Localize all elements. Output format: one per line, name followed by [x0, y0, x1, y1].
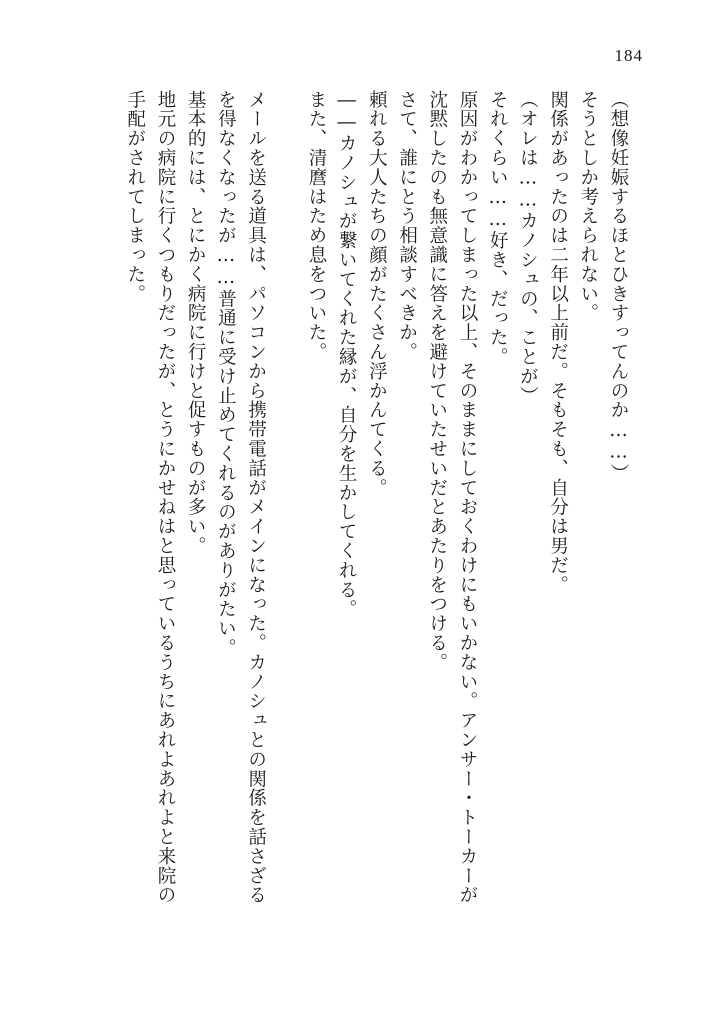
text-line: さて、誰にとう相談すべきか。: [396, 90, 418, 362]
text-line: 基本的には、とにかく病院に行けと促すものが多い。: [185, 90, 207, 556]
text-line: 原因がわかってしまった以上、そのままにしておくわけにもいかない。アンサー・トーカーが: [456, 90, 478, 905]
text-line: 頼れる大人たちの顔がたくさん浮かんてくる。: [366, 90, 388, 498]
text-line: 地元の病院に行くつもりだったが、とうにかせねはと思っているうちにあれよあれよと来院の: [154, 90, 176, 905]
text-line: （想像妊娠するほとひきすってんのか……）: [608, 90, 629, 483]
text-line: 関係があったのは二年以上前だ。そもそも、自分は男だ。: [547, 90, 569, 595]
paragraph-gap: [271, 90, 301, 970]
text-line: （オレは……カノシュの、ことが）: [517, 90, 539, 406]
vertical-body-text: [120, 90, 633, 970]
text-line: 沈黙したのも無意識に答えを避けていたせいだとあたりをつける。: [426, 90, 448, 672]
text-line: メールを送る道具は、パソコンから携帯電話がメインになった。カノシュとの関係を話さざる: [245, 90, 267, 905]
text-line: を得なくなったが……普通に受け止めてくれるのがありがたい。: [215, 90, 237, 658]
text-line: ――カノシュが繋いてくれた縁が、自分を生かしてくれる。: [336, 90, 358, 619]
text-line: 手配がされてしまった。: [124, 90, 146, 304]
page-number: 184: [614, 46, 643, 65]
text-line: そうとしか考えられない。: [577, 90, 599, 323]
text-line: それくらい……好き、だった。: [487, 90, 509, 367]
text-line: また、清麿はため息をついた。: [305, 90, 327, 362]
